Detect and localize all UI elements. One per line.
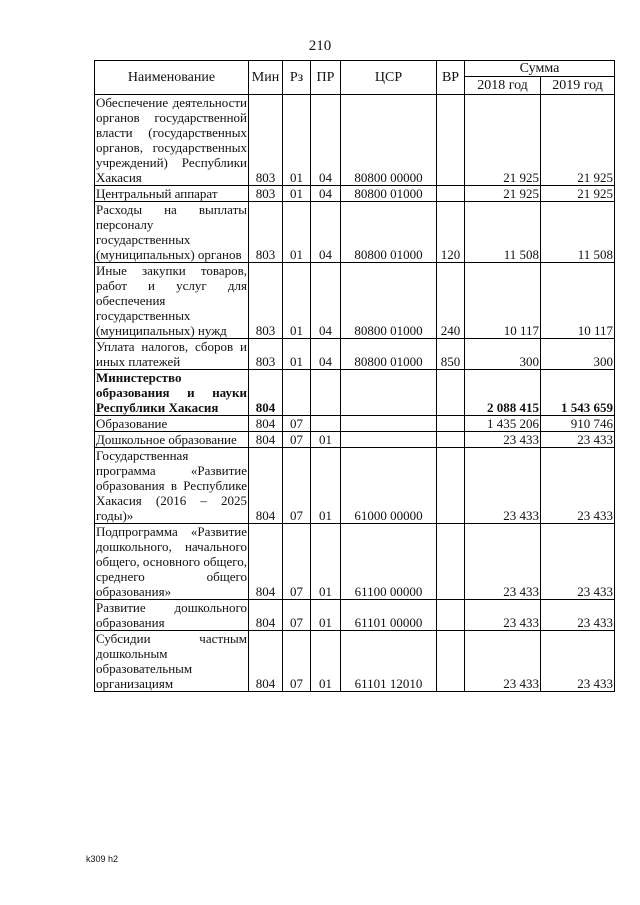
table-row — [95, 186, 615, 202]
row-csr — [341, 370, 437, 416]
table-row — [95, 524, 615, 600]
row-amount-2018: 23 433 — [465, 631, 541, 692]
row-csr: 61101 12010 — [341, 631, 437, 692]
row-min: 803 — [249, 339, 283, 370]
row-amount-2018: 23 433 — [465, 432, 541, 448]
row-vr — [437, 631, 465, 692]
row-amount-2019: 300 — [541, 339, 615, 370]
page-number: 210 — [308, 38, 332, 54]
row-name: Подпрограмма «Развитие дошкольного, начального общего, основного общего, среднего общего образования» — [96, 524, 247, 599]
row-vr — [437, 416, 465, 432]
row-vr — [437, 600, 465, 631]
row-vr: 120 — [437, 202, 465, 263]
row-amount-2019: 910 746 — [541, 416, 615, 432]
row-rz: 01 — [283, 339, 311, 370]
table-row — [95, 416, 615, 432]
row-min: 804 — [249, 416, 283, 432]
row-amount-2018: 11 508 — [465, 202, 541, 263]
budget-table — [94, 60, 615, 692]
row-min: 804 — [249, 600, 283, 631]
row-vr — [437, 524, 465, 600]
row-amount-2018: 300 — [465, 339, 541, 370]
row-name: Центральный аппарат — [95, 186, 249, 202]
row-vr — [437, 95, 465, 186]
row-csr: 61101 00000 — [341, 600, 437, 631]
row-min: 804 — [249, 370, 283, 416]
row-pr: 01 — [311, 600, 341, 631]
row-amount-2018: 21 925 — [465, 95, 541, 186]
row-pr — [311, 370, 341, 416]
row-min: 804 — [249, 432, 283, 448]
table-row — [95, 448, 615, 524]
row-csr: 80800 01000 — [341, 263, 437, 339]
table-row — [95, 202, 615, 263]
row-amount-2018: 2 088 415 — [465, 370, 541, 416]
row-name: Дошкольное образование — [95, 432, 249, 448]
row-rz: 07 — [283, 416, 311, 432]
table-row — [95, 631, 615, 692]
row-name: Субсидии частным дошкольным образовательным организациям — [96, 631, 247, 691]
row-name: Обеспечение деятельности органов государственной власти (государственных органов, государственных учреждений) Республики Хакасия — [96, 95, 247, 185]
row-name: Иные закупки товаров, работ и услуг для обеспечения государственных (муниципальных) нужд — [96, 263, 247, 338]
row-csr — [341, 416, 437, 432]
row-rz: 01 — [283, 202, 311, 263]
row-pr: 01 — [311, 432, 341, 448]
table-row — [95, 95, 615, 186]
row-amount-2019: 23 433 — [541, 524, 615, 600]
row-min: 803 — [249, 263, 283, 339]
row-pr: 04 — [311, 95, 341, 186]
row-name: Министерство образования и науки Республики Хакасия — [96, 370, 247, 415]
row-vr — [437, 448, 465, 524]
row-amount-2019: 11 508 — [541, 202, 615, 263]
row-pr: 04 — [311, 263, 341, 339]
row-amount-2019: 10 117 — [541, 263, 615, 339]
row-csr: 80800 01000 — [341, 202, 437, 263]
header-vr: ВР — [437, 61, 465, 95]
header-year-2019: 2019 год — [541, 77, 615, 95]
row-min: 803 — [249, 186, 283, 202]
table-row — [95, 263, 615, 339]
header-min: Мин — [249, 61, 283, 95]
row-csr: 80800 01000 — [341, 339, 437, 370]
row-name: Образование — [95, 416, 249, 432]
row-rz: 07 — [283, 631, 311, 692]
row-rz: 07 — [283, 524, 311, 600]
row-rz: 01 — [283, 263, 311, 339]
row-min: 803 — [249, 95, 283, 186]
row-min: 804 — [249, 631, 283, 692]
row-pr — [311, 416, 341, 432]
footer-code: k309 h2 — [86, 854, 119, 864]
row-rz: 01 — [283, 95, 311, 186]
row-amount-2018: 23 433 — [465, 600, 541, 631]
row-name: Развитие дошкольного образования — [96, 600, 247, 630]
row-name: Государственная программа «Развитие образования в Республике Хакасия (2016 – 2025 годы)» — [96, 448, 247, 523]
row-min: 804 — [249, 524, 283, 600]
row-amount-2019: 23 433 — [541, 600, 615, 631]
row-name: Уплата налогов, сборов и иных платежей — [96, 339, 247, 369]
row-rz: 07 — [283, 448, 311, 524]
table-row — [95, 339, 615, 370]
row-amount-2018: 10 117 — [465, 263, 541, 339]
row-min: 803 — [249, 202, 283, 263]
row-rz — [283, 370, 311, 416]
row-amount-2019: 21 925 — [541, 95, 615, 186]
row-amount-2019: 21 925 — [541, 186, 615, 202]
row-rz: 07 — [283, 432, 311, 448]
row-pr: 01 — [311, 448, 341, 524]
table-row — [95, 432, 615, 448]
row-amount-2018: 21 925 — [465, 186, 541, 202]
row-amount-2019: 23 433 — [541, 432, 615, 448]
row-csr — [341, 432, 437, 448]
header-name: Наименование — [95, 61, 249, 95]
header-sum: Сумма — [465, 61, 615, 77]
row-vr — [437, 370, 465, 416]
row-min: 804 — [249, 448, 283, 524]
header-csr: ЦСР — [341, 61, 437, 95]
table-body — [95, 95, 615, 692]
row-amount-2019: 1 543 659 — [541, 370, 615, 416]
row-amount-2019: 23 433 — [541, 631, 615, 692]
row-amount-2018: 1 435 206 — [465, 416, 541, 432]
row-amount-2018: 23 433 — [465, 524, 541, 600]
row-pr: 04 — [311, 202, 341, 263]
row-vr — [437, 432, 465, 448]
row-rz: 07 — [283, 600, 311, 631]
row-rz: 01 — [283, 186, 311, 202]
header-pr: ПР — [311, 61, 341, 95]
row-pr: 01 — [311, 524, 341, 600]
row-csr: 80800 00000 — [341, 95, 437, 186]
row-amount-2019: 23 433 — [541, 448, 615, 524]
row-pr: 01 — [311, 631, 341, 692]
table-row — [95, 600, 615, 631]
row-csr: 61000 00000 — [341, 448, 437, 524]
table-row — [95, 370, 615, 416]
row-vr — [437, 186, 465, 202]
row-amount-2018: 23 433 — [465, 448, 541, 524]
row-vr: 240 — [437, 263, 465, 339]
header-rz: Рз — [283, 61, 311, 95]
row-pr: 04 — [311, 339, 341, 370]
row-csr: 61100 00000 — [341, 524, 437, 600]
row-vr: 850 — [437, 339, 465, 370]
row-pr: 04 — [311, 186, 341, 202]
header-year-2018: 2018 год — [465, 77, 541, 95]
row-csr: 80800 01000 — [341, 186, 437, 202]
row-name: Расходы на выплаты персоналу государственных (муниципальных) органов — [96, 202, 247, 262]
